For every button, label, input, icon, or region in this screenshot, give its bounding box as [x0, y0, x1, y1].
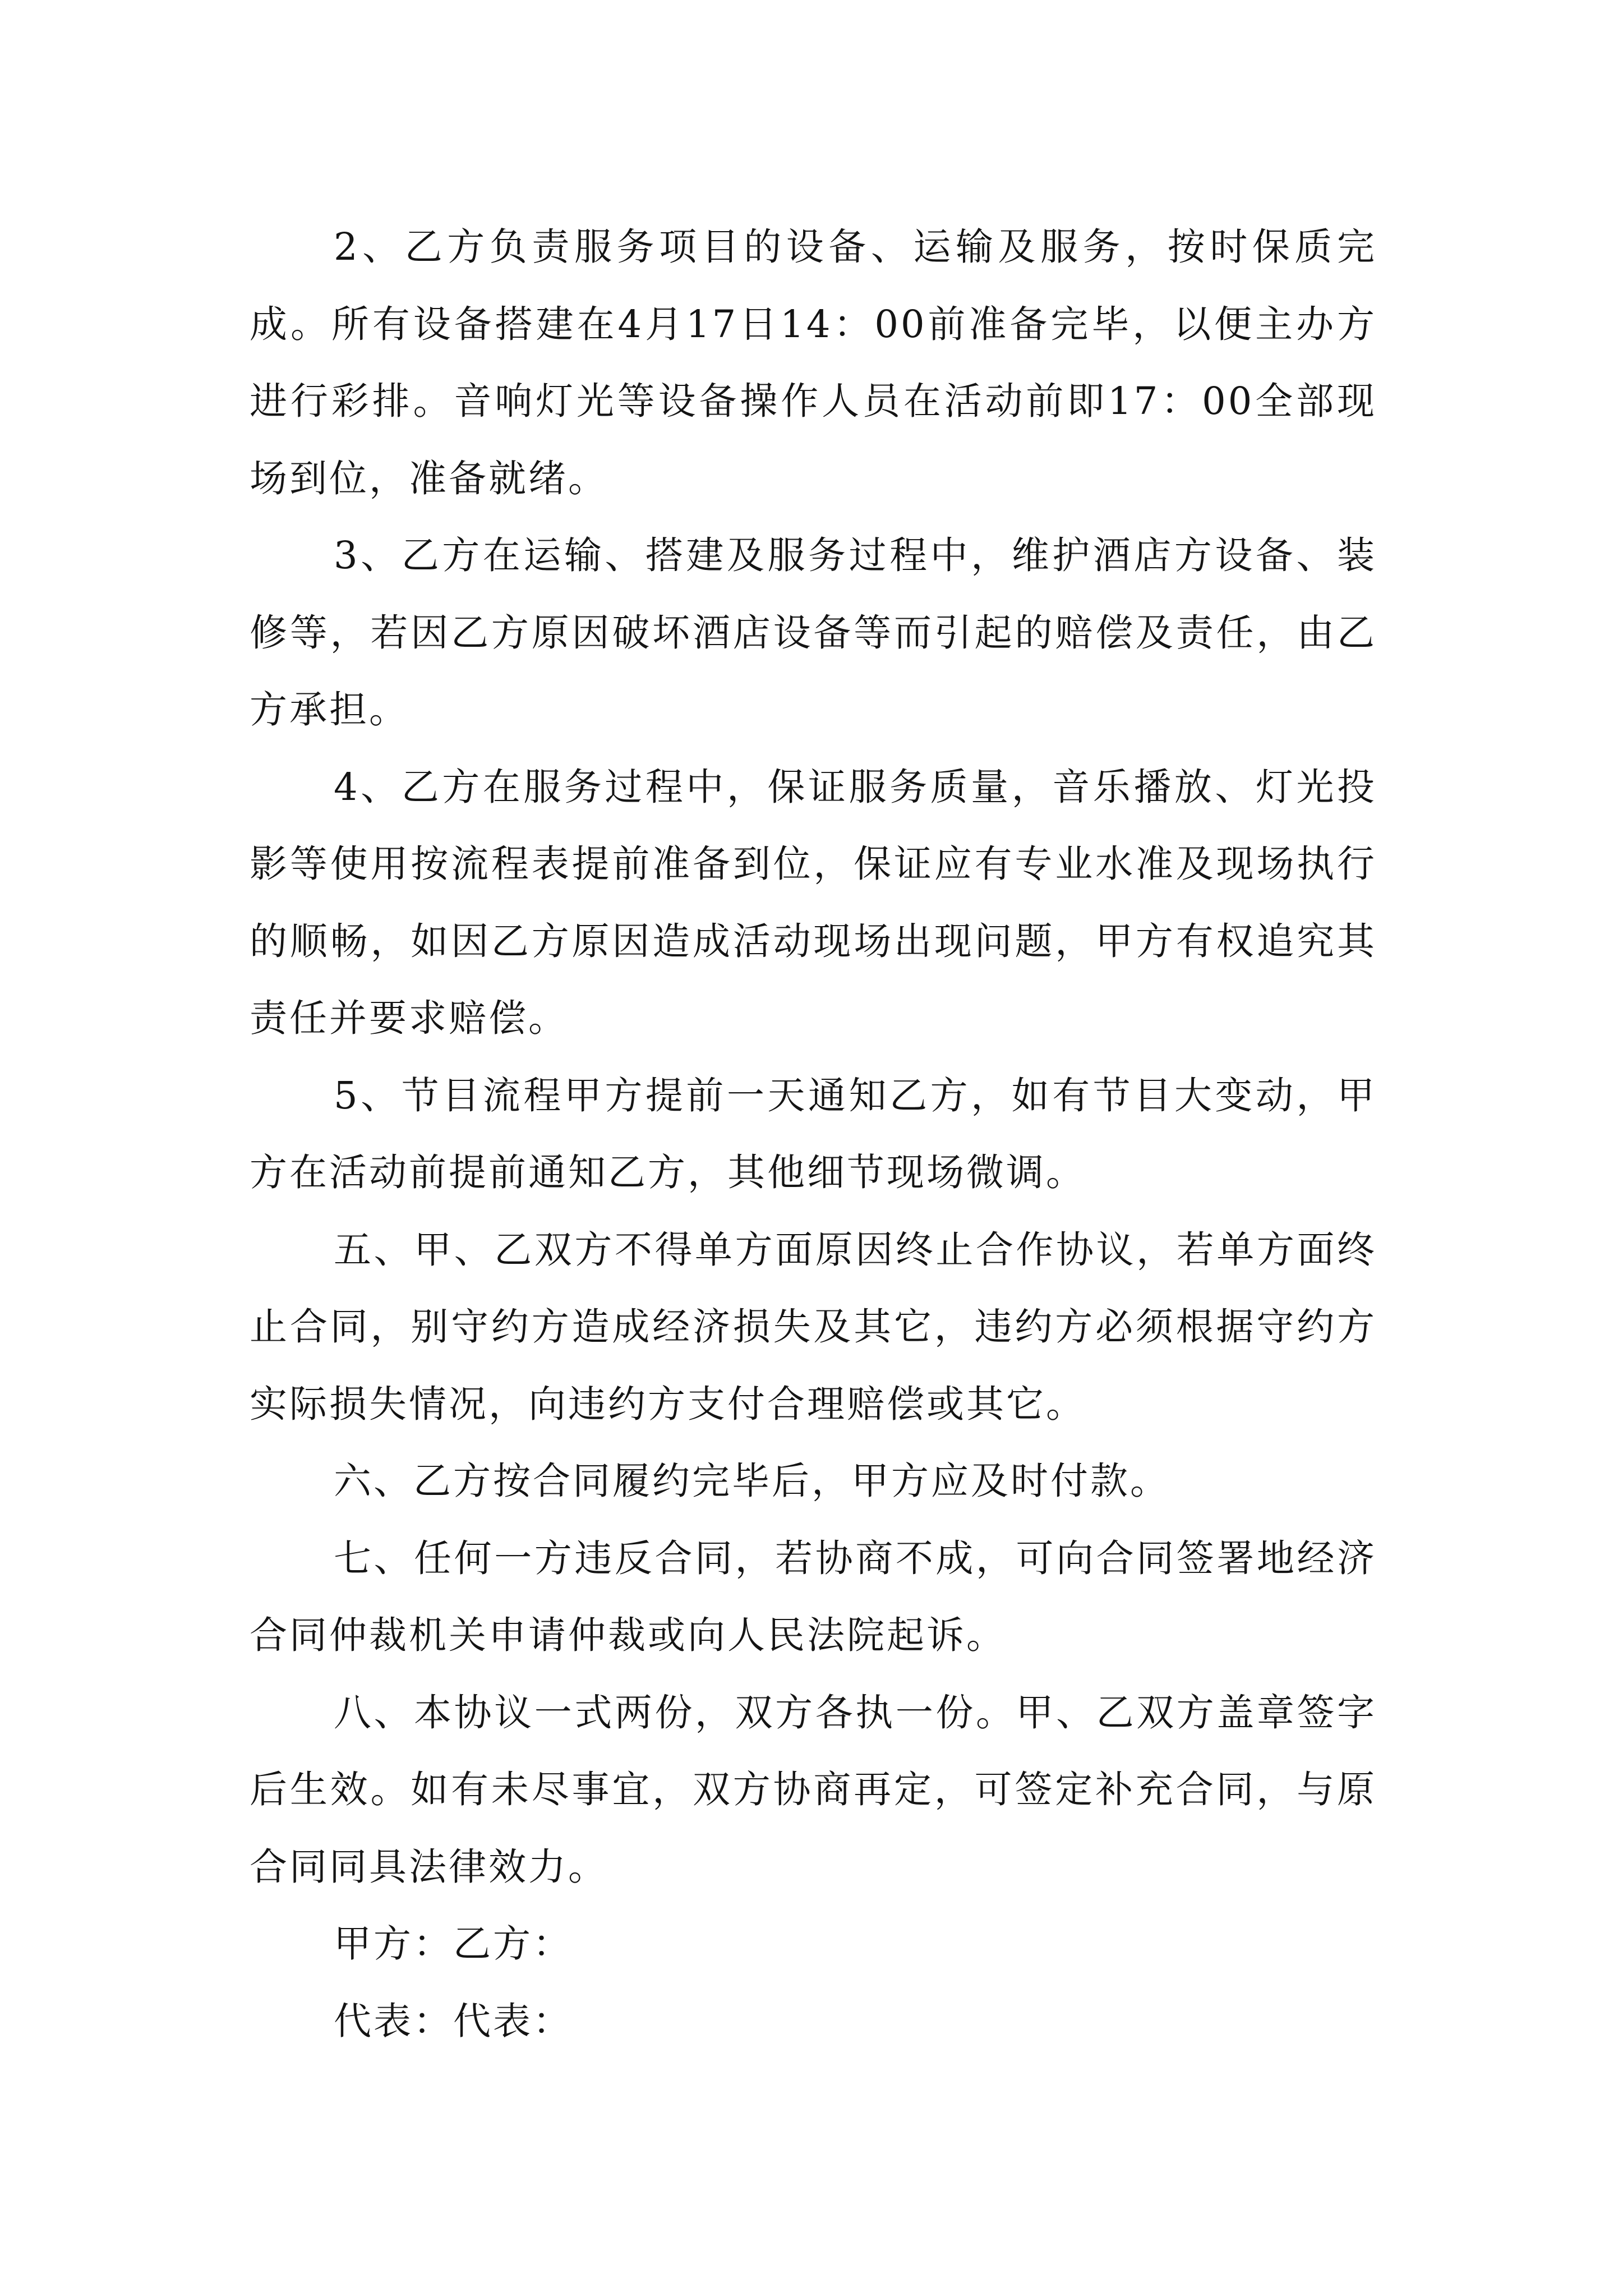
clause-4-service-quality: 4、乙方在服务过程中，保证服务质量，音乐播放、灯光投影等使用按流程表提前准备到位，保证应有专业水准及现场执行的顺畅，如因乙方原因造成活动现场出现问题，甲方有权追究其责任并要求赔偿。 — [250, 765, 1377, 1040]
section-7-dispute: 七、任何一方违反合同，若协商不成，可向合同签署地经济合同仲裁机关申请仲裁或向人民法院起诉。 — [250, 1536, 1377, 1657]
clause-3-hotel-damage: 3、乙方在运输、搭建及服务过程中，维护酒店方设备、装修等，若因乙方原因破坏酒店设备等而引起的赔偿及责任，由乙方承担。 — [250, 533, 1377, 731]
document-body — [250, 209, 1377, 2060]
signature-parties-line: 甲方：乙方： — [334, 1922, 573, 1966]
clause-2-equipment-service: 2、乙方负责服务项目的设备、运输及服务，按时保质完成。所有设备搭建在4月17日14：00前准备完毕，以便主办方进行彩排。音响灯光等设备操作人员在活动前即17：00全部现场到位，准备就绪。 — [250, 225, 1377, 500]
section-8-copies-effect: 八、本协议一式两份，双方各执一份。甲、乙双方盖章签字后生效。如有未尽事宜，双方协商再定，可签定补充合同，与原合同同具法律效力。 — [250, 1690, 1377, 1889]
section-6-payment: 六、乙方按合同履约完毕后，甲方应及时付款。 — [334, 1459, 1170, 1503]
signature-representatives-line: 代表：代表： — [334, 1999, 573, 2043]
clause-5-program-schedule: 5、节目流程甲方提前一天通知乙方，如有节目大变动，甲方在活动前提前通知乙方，其他细节现场微调。 — [250, 1073, 1377, 1194]
section-5-termination: 五、甲、乙双方不得单方面原因终止合作协议，若单方面终止合同，别守约方造成经济损失及其它，违约方必须根据守约方实际损失情况，向违约方支付合理赔偿或其它。 — [250, 1227, 1377, 1426]
